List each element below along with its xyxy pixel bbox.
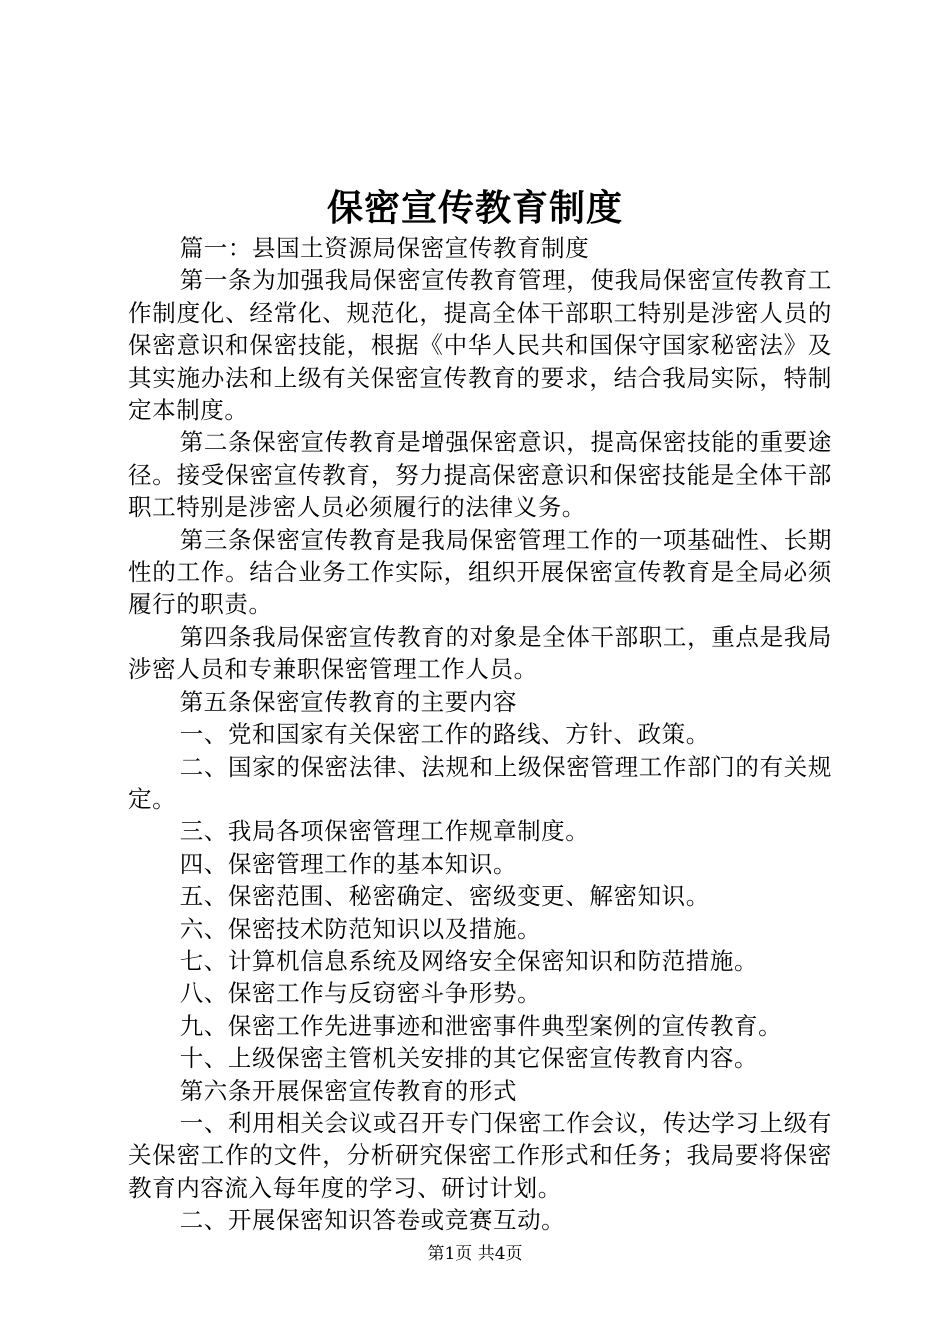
- paragraph-article-1: 第一条为加强我局保密宣传教育管理，使我局保密宣传教育工作制度化、经常化、规范化，提高全体干部职工特别是涉密人员的保密意识和保密技能，根据《中华人民共和国保守国家秘密法》及其实施办法和上级有关保密宣传教育的要求，结合我局实际，特制定本制度。: [128, 266, 832, 425]
- list-item: 七、计算机信息系统及网络安全保密知识和防范措施。: [179, 946, 759, 975]
- list-item: 一、党和国家有关保密工作的路线、方针、政策。: [179, 720, 710, 749]
- paragraph-article-3: 第三条保密宣传教育是我局保密管理工作的一项基础性、长期性的工作。结合业务工作实际，组织开展保密宣传教育是全局必须履行的职责。: [128, 525, 832, 619]
- paragraph-article-2: 第二条保密宣传教育是增强保密意识，提高保密技能的重要途径。接受保密宣传教育，努力提高保密意识和保密技能是全体干部职工特别是涉密人员必须履行的法律义务。: [128, 428, 832, 522]
- list-item: 八、保密工作与反窃密斗争形势。: [179, 979, 542, 1008]
- list-item: 三、我局各项保密管理工作规章制度。: [179, 817, 590, 846]
- list-item: 九、保密工作先进事迹和泄密事件典型案例的宣传教育。: [179, 1011, 783, 1040]
- list-item: 五、保密范围、秘密确定、密级变更、解密知识。: [179, 882, 710, 911]
- list-item: 六、保密技术防范知识以及措施。: [179, 914, 542, 943]
- list-item: 二、开展保密知识答卷或竞赛互动。: [179, 1206, 566, 1235]
- list-item: 十、上级保密主管机关安排的其它保密宣传教育内容。: [179, 1044, 759, 1073]
- paragraph-heading: 篇一：县国土资源局保密宣传教育制度: [179, 234, 590, 262]
- list-item: 四、保密管理工作的基本知识。: [179, 849, 518, 878]
- paragraph-article-6: 第六条开展保密宣传教育的形式: [179, 1076, 518, 1105]
- document-body: [128, 232, 832, 1237]
- page-footer: 第1页 共4页: [427, 1244, 523, 1264]
- list-item: 二、国家的保密法律、法规和上级保密管理工作部门的有关规定。: [128, 752, 832, 813]
- paragraph-article-5: 第五条保密宣传教育的主要内容: [179, 687, 518, 716]
- list-item: 一、利用相关会议或召开专门保密工作会议，传达学习上级有关保密工作的文件，分析研究保密工作形式和任务；我局要将保密教育内容流入每年度的学习、研讨计划。: [128, 1108, 832, 1202]
- document-title: 保密宣传教育制度: [326, 187, 623, 229]
- paragraph-article-4: 第四条我局保密宣传教育的对象是全体干部职工，重点是我局涉密人员和专兼职保密管理工作人员。: [128, 622, 832, 684]
